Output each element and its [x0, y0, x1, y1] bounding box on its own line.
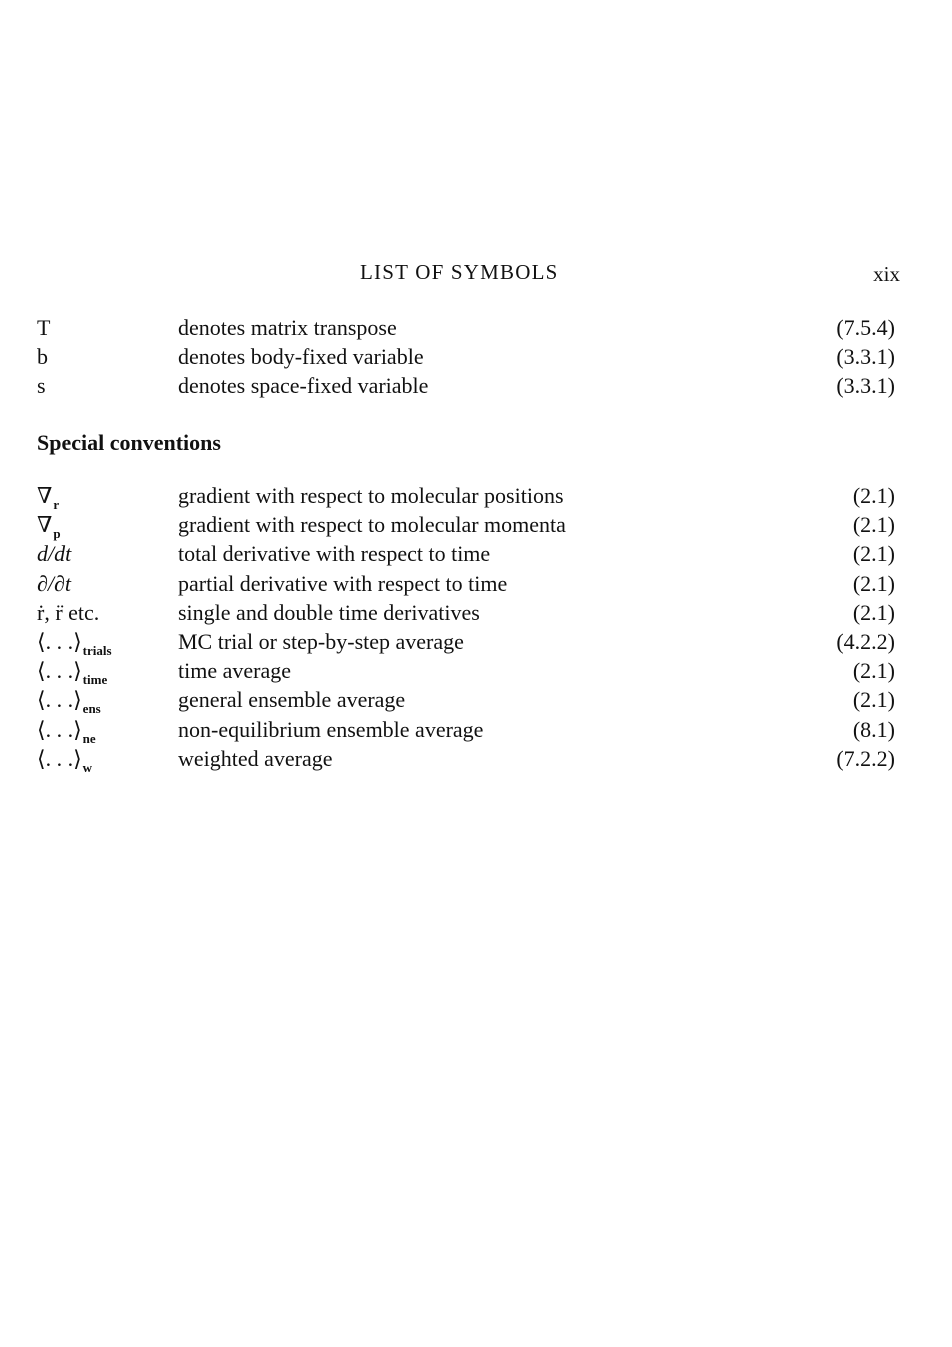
section-reference: (8.1)	[852, 716, 895, 742]
section-reference: (3.3.1)	[836, 373, 895, 399]
symbol: s	[37, 373, 46, 399]
symbol-description: general ensemble average	[178, 687, 406, 713]
symbol-description: partial derivative with respect to time	[178, 570, 508, 596]
upper-symbol-list	[37, 313, 895, 401]
subscript: w	[82, 759, 93, 775]
section-reference: (2.1)	[852, 512, 895, 538]
symbol-row	[37, 627, 895, 656]
subscript: trials	[82, 642, 112, 658]
symbol-row	[37, 510, 895, 542]
symbol-description: single and double time derivatives	[178, 599, 480, 625]
section-reference: (2.1)	[852, 687, 895, 713]
symbol-row	[37, 656, 895, 688]
symbol-description: non-equilibrium ensemble average	[178, 716, 484, 742]
symbol-row	[37, 371, 895, 400]
symbol-row	[37, 342, 895, 371]
symbol-description: time average	[178, 658, 291, 684]
symbol-row	[37, 744, 895, 773]
symbol: ṙ, r̈ etc.	[37, 599, 100, 625]
nabla-symbol: ∇	[37, 512, 53, 538]
symbol: b	[37, 344, 48, 370]
symbol-row	[37, 481, 895, 510]
symbol-row	[37, 569, 895, 598]
symbol	[37, 715, 96, 747]
symbol-row	[37, 715, 895, 744]
angle-brackets: ⟨. . .⟩	[37, 628, 82, 654]
symbol-description: denotes matrix transpose	[178, 315, 397, 340]
section-reference: (4.2.2)	[836, 628, 895, 654]
angle-brackets: ⟨. . .⟩	[37, 745, 82, 771]
page-header	[0, 260, 952, 290]
angle-brackets: ⟨. . .⟩	[37, 658, 82, 684]
special-conventions-list	[37, 481, 895, 773]
symbol	[37, 656, 107, 688]
angle-brackets: ⟨. . .⟩	[37, 716, 82, 742]
symbol-description: gradient with respect to molecular momenta	[178, 512, 566, 538]
page-number: xix	[873, 262, 900, 286]
symbol-description: denotes space-fixed variable	[178, 373, 429, 399]
symbol-description: MC trial or step-by-step average	[178, 628, 464, 654]
symbol-description: weighted average	[178, 745, 333, 771]
symbol	[37, 481, 59, 513]
subscript: r	[53, 497, 60, 512]
symbol-row	[37, 685, 895, 717]
section-reference: (7.5.4)	[836, 315, 895, 340]
symbol	[37, 744, 92, 776]
section-reference: (2.1)	[852, 599, 895, 625]
symbol: T	[37, 315, 51, 340]
section-reference: (2.1)	[852, 483, 895, 508]
angle-brackets: ⟨. . .⟩	[37, 687, 82, 713]
section-reference: (2.1)	[852, 570, 895, 596]
symbol-description: total derivative with respect to time	[178, 541, 491, 567]
section-reference: (7.2.2)	[836, 745, 895, 771]
nabla-symbol: ∇	[37, 483, 53, 508]
subscript: ens	[82, 701, 101, 717]
subscript: ne	[82, 730, 96, 746]
symbol-row	[37, 598, 895, 627]
symbol-row	[37, 313, 895, 342]
symbol-row	[37, 539, 895, 568]
symbol	[37, 685, 101, 717]
section-reference: (2.1)	[852, 658, 895, 684]
subscript: p	[53, 526, 61, 542]
section-heading: Special conventions	[37, 430, 221, 455]
symbol: d/dt	[37, 541, 72, 567]
symbol: ∂/∂t	[37, 570, 71, 596]
symbol	[37, 627, 112, 659]
symbol	[37, 510, 61, 542]
running-title: LIST OF SYMBOLS	[360, 260, 559, 284]
section-reference: (3.3.1)	[836, 344, 895, 370]
symbol-description: gradient with respect to molecular positions	[178, 483, 564, 508]
symbol-description: denotes body-fixed variable	[178, 344, 424, 370]
section-reference: (2.1)	[852, 541, 895, 567]
subscript: time	[82, 672, 108, 688]
